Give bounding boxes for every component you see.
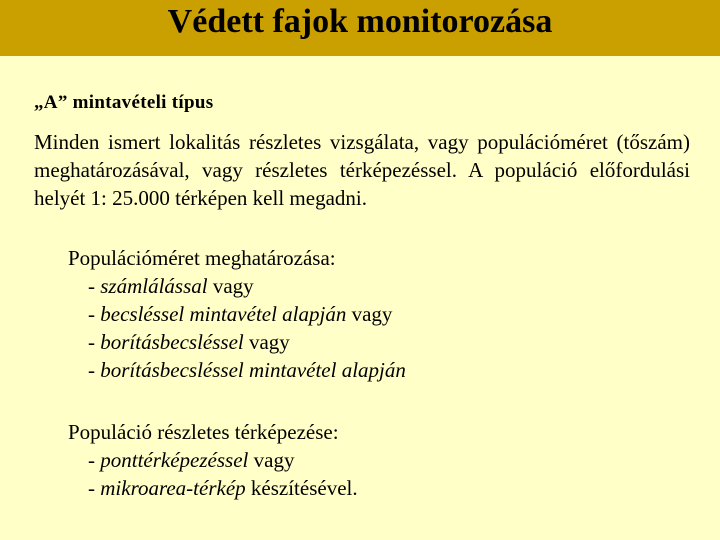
- mapping-heading: Populáció részletes térképezése:: [68, 420, 339, 444]
- title-bar: [0, 0, 720, 56]
- sampling-type-heading: „A” mintavételi típus: [34, 92, 214, 113]
- list-item: - mikroarea-térkép készítésével.: [88, 476, 358, 500]
- list-item: - borításbecsléssel mintavétel alapján: [88, 358, 406, 382]
- list-item: - ponttérképezéssel vagy: [88, 448, 295, 472]
- slide-title: Védett fajok monitorozása: [167, 3, 553, 40]
- intro-paragraph: Minden ismert lokalitás részletes vizsgálata, vagy populációméret (tőszám) meghatározásával, vagy részletes térképezéssel. A populáció előfordulási helyét 1: 25.000 térképen kell megadni.: [34, 130, 690, 210]
- mapping-section: [68, 418, 358, 502]
- population-size-heading: Populációméret meghatározása:: [68, 246, 336, 270]
- list-item: - becsléssel mintavétel alapján vagy: [88, 302, 393, 326]
- list-item: - borításbecsléssel vagy: [88, 330, 290, 354]
- population-size-section: [68, 244, 406, 384]
- list-item: - számlálással vagy: [88, 274, 254, 298]
